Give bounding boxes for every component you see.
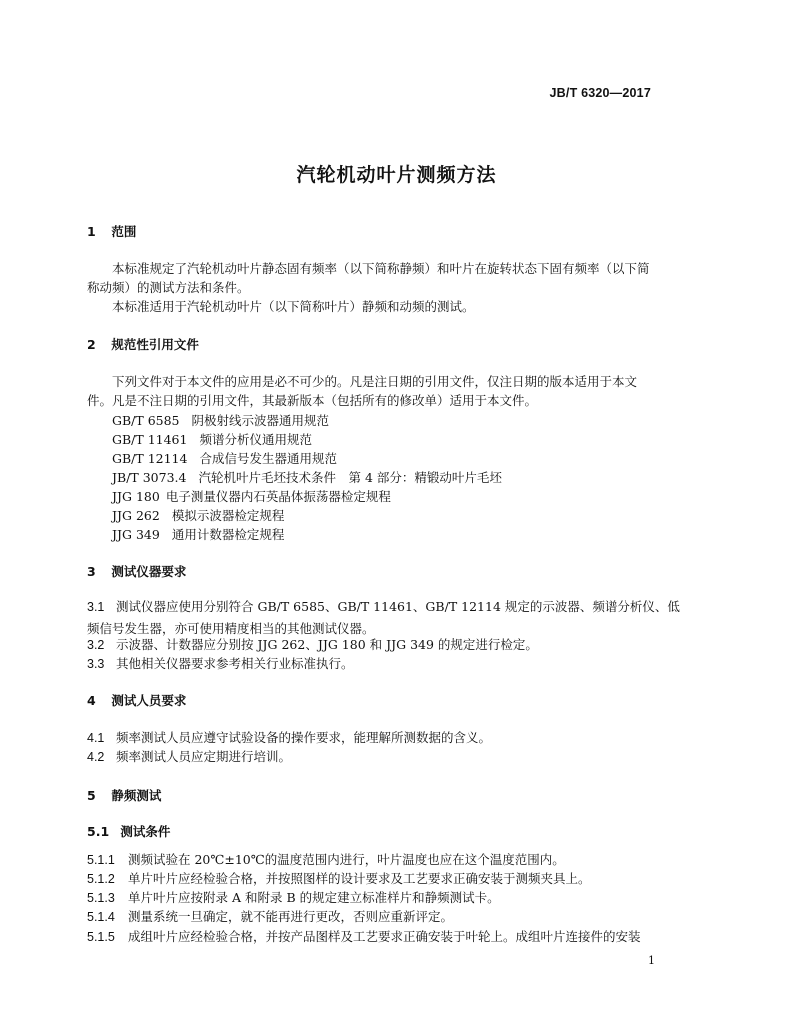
reference-item	[112, 525, 284, 543]
reference-item	[112, 449, 337, 467]
reference-code: GB/T 11461	[112, 432, 188, 447]
clause-number: 5.1.1	[87, 853, 115, 867]
reference-code: JB/T 3073.4	[112, 470, 187, 485]
section-2-heading	[87, 335, 199, 353]
references-intro-line-1: 下列文件对于本文件的应用是必不可少的。凡是注日期的引用文件，仅注日期的版本适用于本文	[112, 374, 638, 389]
reference-title: 模拟示波器检定规程	[171, 508, 285, 523]
clause-number: 3.3	[87, 657, 105, 671]
clause-number: 5.1.4	[87, 910, 115, 924]
clause-text: 测频试验在 20℃±10℃的温度范围内进行，叶片温度也应在这个温度范围内。	[128, 852, 565, 867]
reference-item	[112, 506, 284, 524]
clause-text-continued: 频信号发生器，亦可使用精度相当的其他测试仪器。	[87, 621, 375, 636]
references-intro-line-2: 件。凡是不注日期的引用文件，其最新版本（包括所有的修改单）适用于本文件。	[87, 393, 538, 408]
subsection-number: 5.1	[87, 824, 110, 839]
scope-paragraph-1-line-2: 称动频）的测试方法和条件。	[87, 280, 250, 295]
clause-text: 单片叶片应经检验合格，并按照图样的设计要求及工艺要求正确安装于测频夹具上。	[128, 871, 591, 886]
section-title: 测试仪器要求	[111, 564, 187, 579]
clause-text: 频率测试人员应定期进行培训。	[116, 749, 292, 764]
clause-3-1	[87, 596, 680, 639]
clause-text: 测量系统一旦确定，就不能再进行更改，否则应重新评定。	[128, 909, 454, 924]
clause-text: 成组叶片应经检验合格，并按产品图样及工艺要求正确安装于叶轮上。成组叶片连接件的安装	[128, 929, 641, 944]
section-title: 规范性引用文件	[111, 337, 199, 352]
reference-title: 电子测量仪器内石英晶体振荡器检定规程	[165, 489, 391, 504]
reference-item	[112, 468, 502, 486]
reference-item	[112, 430, 312, 448]
clause-text: 其他相关仪器要求参考相关行业标准执行。	[116, 656, 354, 671]
reference-item	[112, 411, 329, 429]
reference-title: 合成信号发生器通用规范	[199, 451, 337, 466]
reference-title: 频谱分析仪通用规范	[199, 432, 312, 447]
scope-paragraph-2: 本标准适用于汽轮机动叶片（以下简称叶片）静频和动频的测试。	[112, 299, 475, 314]
clause-3-3	[87, 653, 354, 675]
section-4-heading	[87, 691, 186, 709]
document-title: 汽轮机动叶片测频方法	[296, 164, 497, 186]
clause-number: 5.1.5	[87, 930, 115, 944]
section-1-heading	[87, 222, 136, 240]
reference-code: GB/T 6585	[112, 413, 180, 428]
section-number: 3	[87, 564, 96, 579]
clause-number: 3.2	[87, 638, 105, 652]
clause-number: 5.1.3	[87, 891, 115, 905]
clause-text: 测试仪器应使用分别符合 GB/T 6585、GB/T 11461、GB/T 12114 规定的示波器、频谱分析仪、低	[116, 599, 680, 614]
subsection-title: 测试条件	[120, 824, 171, 839]
section-title: 静频测试	[111, 788, 162, 803]
standard-code: JB/T 6320—2017	[549, 86, 651, 100]
clause-text: 频率测试人员应遵守试验设备的操作要求，能理解所测数据的含义。	[116, 730, 492, 745]
section-title: 测试人员要求	[111, 693, 187, 708]
clause-number: 3.1	[87, 600, 105, 614]
section-number: 5	[87, 788, 96, 803]
reference-title: 通用计数器检定规程	[171, 527, 285, 542]
section-number: 2	[87, 337, 96, 352]
reference-title: 汽轮机叶片毛坯技术条件 第 4 部分：精锻动叶片毛坯	[198, 470, 502, 485]
reference-code: JJG 262	[112, 508, 160, 523]
section-5-heading	[87, 786, 161, 804]
page-number: 1	[648, 954, 655, 967]
clause-5-1-4	[87, 906, 453, 928]
reference-code: JJG 180	[112, 489, 160, 504]
clause-text: 单片叶片应按附录 A 和附录 B 的规定建立标准样片和静频测试卡。	[128, 890, 500, 905]
scope-paragraph-1-line-1: 本标准规定了汽轮机动叶片静态固有频率（以下简称静频）和叶片在旋转状态下固有频率（以下简	[112, 261, 650, 276]
clause-5-1-5	[87, 926, 641, 948]
reference-code: GB/T 12114	[112, 451, 188, 466]
subsection-5-1-heading	[87, 822, 170, 840]
clause-text: 示波器、计数器应分别按 JJG 262、JJG 180 和 JJG 349 的规定进行检定。	[116, 637, 538, 652]
reference-item	[112, 487, 391, 505]
reference-code: JJG 349	[112, 527, 160, 542]
section-number: 4	[87, 693, 96, 708]
section-title: 范围	[111, 224, 137, 239]
clause-4-2	[87, 746, 291, 768]
clause-number: 4.1	[87, 731, 105, 745]
section-3-heading	[87, 562, 186, 580]
reference-title: 阴极射线示波器通用规范	[191, 413, 330, 428]
clause-number: 4.2	[87, 750, 105, 764]
clause-number: 5.1.2	[87, 872, 115, 886]
section-number: 1	[87, 224, 96, 239]
